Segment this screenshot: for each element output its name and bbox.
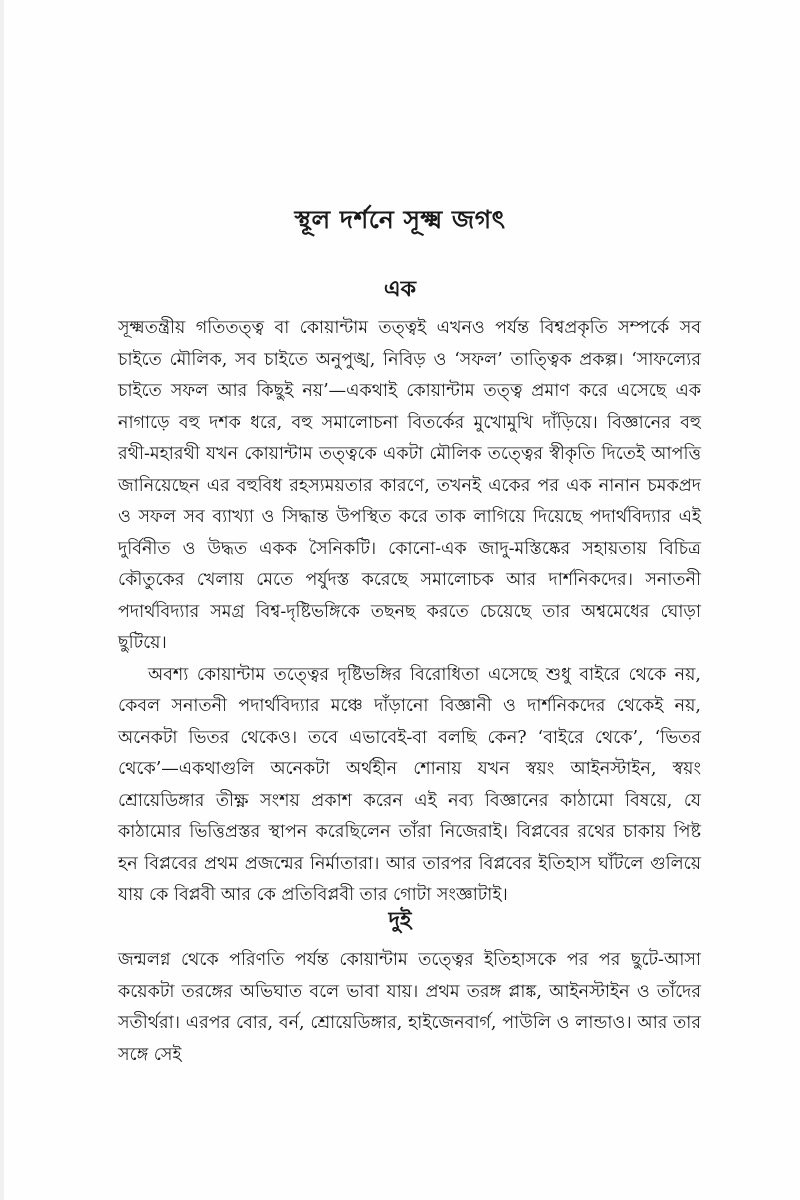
scan-edge	[0, 0, 4, 1200]
paragraph: সূক্ষ্মতন্ত্রীয় গতিতত্ত্ব বা কোয়ান্টাম তত্ত্বই এখনও পর্যন্ত বিশ্বপ্রকৃতি সম্পর্কে সব চাইতে মৌলিক, সব চাইতে অনুপুঙ্খ, নিবিড় ও ‘সফল’ তাত্ত্বিক প্রকল্প। ‘সাফল্যের চাইতে সফল আর কিছুই নয়’—একথাই কোয়ান্টাম তত্ত্ব প্রমাণ করে এসেছে এক নাগাড়ে বহু দশক ধরে, বহু সমালোচনা বিতর্কের মুখোমুখি দাঁড়িয়ে। বিজ্ঞানের বহু রথী-মহারথী যখন কোয়ান্টাম তত্ত্বকে একটা মৌলিক তত্ত্বের স্বীকৃতি দিতেই আপত্তি জানিয়েছেন এর বহুবিধ রহস্যময়তার কারণে, তখনই একের পর এক নানান চমকপ্রদ ও সফল সব ব্যাখ্যা ও সিদ্ধান্ত উপস্থিত করে তাক লাগিয়ে দিয়েছে পদার্থবিদ্যার এই দুর্বিনীত ও উদ্ধত একক সৈনিকটি। কোনো-এক জাদু-মস্তিষ্কের সহায়তায় বিচিত্র কৌতুকের খেলায় মেতে পর্যুদস্ত করেছে সমালোচক আর দার্শনিকদের। সনাতনী পদার্থবিদ্যার সমগ্র বিশ্ব-দৃষ্টিভঙ্গিকে তছনছ করতে চেয়েছে তার অশ্বমেধের ঘোড়া ছুটিয়ে।	[118, 318, 701, 653]
paragraph: জন্মলগ্ন থেকে পরিণতি পর্যন্ত কোয়ান্টাম তত্ত্বের ইতিহাসকে পর পর ছুটে-আসা কয়েকটা তরঙ্গের অভিঘাত বলে ভাবা যায়। প্রথম তরঙ্গ প্লাঙ্ক, আইনস্টাইন ও তাঁদের সতীর্থরা। এরপর বোর, বর্ন, শ্রোয়েডিঙ্গার, হাইজেনবার্গ, পাউলি ও লান্ডাও। আর তার সঙ্গে সেই	[118, 950, 701, 1065]
paragraph: অবশ্য কোয়ান্টাম তত্ত্বের দৃষ্টিভঙ্গির বিরোধিতা এসেছে শুধু বাইরে থেকে নয়, কেবল সনাতনী পদার্থবিদ্যার মঞ্চে দাঁড়ানো বিজ্ঞানী ও দার্শনিকদের থেকেই নয়, অনেকটা ভিতর থেকেও। তবে এভাবেই-বা বলছি কেন? ‘বাইরে থেকে’, ‘ভিতর থেকে’—একথাগুলি অনেকটা অর্থহীন শোনায় যখন স্বয়ং আইনস্টাইন, স্বয়ং শ্রোয়েডিঙ্গার তীক্ষ্ণ সংশয় প্রকাশ করেন এই নব্য বিজ্ঞানের কাঠামো বিষয়ে, যে কাঠামোর ভিত্তিপ্রস্তর স্থাপন করেছিলেন তাঁরা নিজেরাই। বিপ্লবের রথের চাকায় পিষ্ট হন বিপ্লবের প্রথম প্রজন্মের নির্মাতারা। আর তারপর বিপ্লবের ইতিহাস ঘাঁটলে গুলিয়ে যায় কে বিপ্লবী আর কে প্রতিবিপ্লবী তার গোটা সংজ্ঞাটাই।	[118, 664, 701, 905]
section-heading-one: এক	[383, 276, 417, 302]
chapter-title: স্থূল দর্শনে সূক্ষ্ম জগৎ	[294, 205, 506, 234]
section-two-body	[118, 945, 701, 1071]
section-heading-two: দুই	[388, 907, 412, 933]
section-one-body	[118, 313, 701, 912]
